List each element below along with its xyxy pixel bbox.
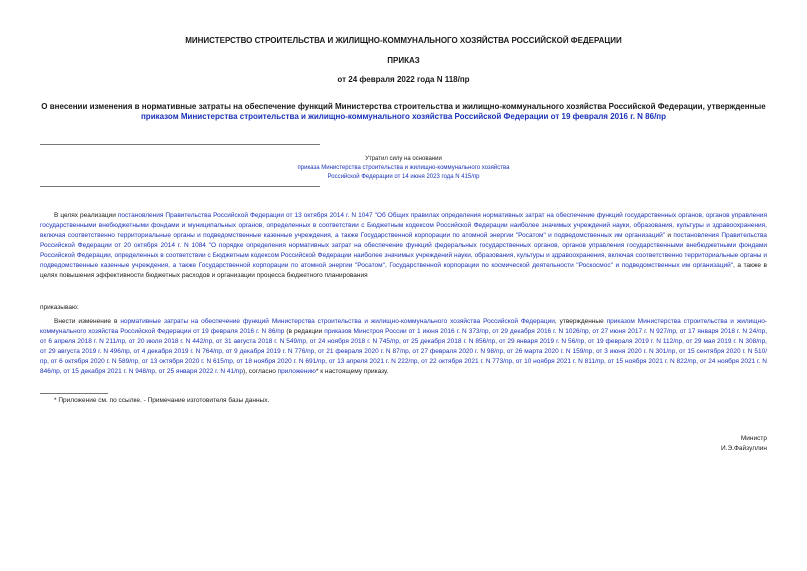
order-text-3: (в редакции: [284, 328, 325, 335]
order-paragraph: [40, 317, 767, 377]
appendix-link[interactable]: приложению: [277, 368, 316, 375]
amending-orders-link[interactable]: приказов Минстроя России от 1 июня 2016 г. N 373/пр, от 29 декабря 2016 г. N 1026/пр, от 27 июня 2017 г. N 927/пр, от 17 января 2018 г. N 24/пр, от 6 апреля 2018 г. N 211/пр, от 20 июля 2018 г. N 442/пр, от 31 августа 2018 г. N 549/пр, от 24 ноября 2018 г. N 745/пр, от 25 декабря 2018 г. N 856/пр, от 29 января 2019 г. N 56/пр, от 19 февраля 2019 г. N 112/пр, от 29 мая 2019 г. N 308/пр, от 29 августа 2019 г. N 496/пр, от 4 декабря 2019 г. N 764/пр, от 9 декабря 2019 г. N 776/пр, от 21 февраля 2020 г. N 87/пр, от 27 февраля 2020 г. N 98/пр, от 26 марта 2020 г. N 159/пр, от 3 июня 2020 г. N 301/пр, от 15 сентября 2020 г. N 510/пр, от 6 октября 2020 г. N 589/пр, от 13 октября 2020 г. N 615/пр, от 18 ноября 2020 г. N 691/пр, от 13 апреля 2021 г. N 222/пр, от 22 октября 2021 г. N 773/пр, от 10 ноября 2021 г. N 811/пр, от 15 ноября 2021 г. N 822/пр, от 24 ноября 2021 г. N 846/пр, от 15 декабря 2021 г. N 948/пр, от 25 января 2022 г. N 41/пр: [40, 328, 768, 375]
order-text-2: , утвержденные: [554, 318, 607, 325]
normative-costs-link[interactable]: нормативные затраты на обеспечение функций Министерства строительства и жилищно-коммунального хозяйства Российской Федерации: [120, 318, 555, 325]
preamble-text-2: и: [665, 232, 674, 239]
document-title: [40, 102, 767, 122]
order-text-4: ), согласно: [243, 368, 278, 375]
status-note-bottom-rule: [40, 186, 320, 187]
signature-position: Министр: [740, 435, 767, 442]
footnote: * Приложение см. по ссылке. - Примечание изготовителя базы данных.: [54, 397, 270, 404]
title-reference-link[interactable]: приказом Министерства строительства и жилищно-коммунального хозяйства Российской Федерации от 19 февраля 2016 г. N 86/пр: [140, 112, 667, 121]
status-note-line-1: Утратил силу на основании: [365, 156, 442, 162]
order-text-5: * к настоящему приказу.: [315, 368, 389, 375]
status-note-link-line-2[interactable]: Российской Федерации от 14 июня 2023 года N 415/пр: [327, 174, 480, 180]
preamble-paragraph: [40, 211, 767, 281]
preamble-text-3: , а также в целях повышения эффективности бюджетных расходов и организации процесса бюджетного планирования: [40, 262, 768, 279]
document-date-number: от 24 февраля 2022 года N 118/пр: [337, 75, 470, 84]
decree-1047-link[interactable]: постановления Правительства Российской Федерации от 13 октября 2014 г. N 1047 "Об Общих правилах определения нормативных затрат на обеспечение функций государственных органов, органов управления государственными внебюджетными фондами и муниципальных органов, определенных в соответствии с Бюджетным кодексом Российской Федерации наиболее значимых учреждений науки, образования, культуры и здравоохранения, включая соответственно территориальные органы и подведомственные казенные учреждения, а также Государственной корпорации по атомной энергии "Росатом" и подведомственных им организаций": [40, 212, 767, 239]
status-note-top-rule: [40, 144, 320, 145]
decree-1084-link[interactable]: постановления Правительства Российской Федерации от 20 октября 2014 г. N 1084 "О порядке определения нормативных затрат на обеспечение функций федеральных государственных органов, органов управления государственными внебюджетными фондами Российской Федерации, определенных в соответствии с Бюджетным кодексом Российской Федерации наиболее значимых учреждений науки, образования, культуры и здравоохранения, включая соответственно территориальные органы и подведомственные казенные учреждения, а также Государственной корпорации по атомной энергии "Росатом", Государственной корпорации по космической деятельности "Роскосмос" и подведомственных им организаций": [40, 232, 768, 269]
order-86-link[interactable]: приказом Министерства строительства и жилищно-коммунального хозяйства Российской Федерации от 19 февраля 2016 г. N 86/пр: [40, 318, 767, 335]
ministry-heading: МИНИСТЕРСТВО СТРОИТЕЛЬСТВА И ЖИЛИЩНО-КОММУНАЛЬНОГО ХОЗЯЙСТВА РОССИЙСКОЙ ФЕДЕРАЦИИ: [185, 36, 622, 45]
order-text-1: Внести изменение в: [54, 318, 121, 325]
preamble-text-1: В целях реализации: [54, 212, 118, 219]
order-word: приказываю:: [40, 304, 79, 311]
signature-name: И.Э.Файзуллин: [721, 445, 767, 452]
footnote-rule: [40, 393, 108, 394]
status-note-link-line-1[interactable]: приказа Министерства строительства и жилищно-коммунального хозяйства: [297, 165, 510, 171]
document-type: ПРИКАЗ: [387, 56, 420, 65]
title-text: О внесении изменения в нормативные затраты на обеспечение функций Министерства строительства и жилищно-коммунального хозяйства Российской Федерации, утвержденные: [41, 102, 766, 111]
